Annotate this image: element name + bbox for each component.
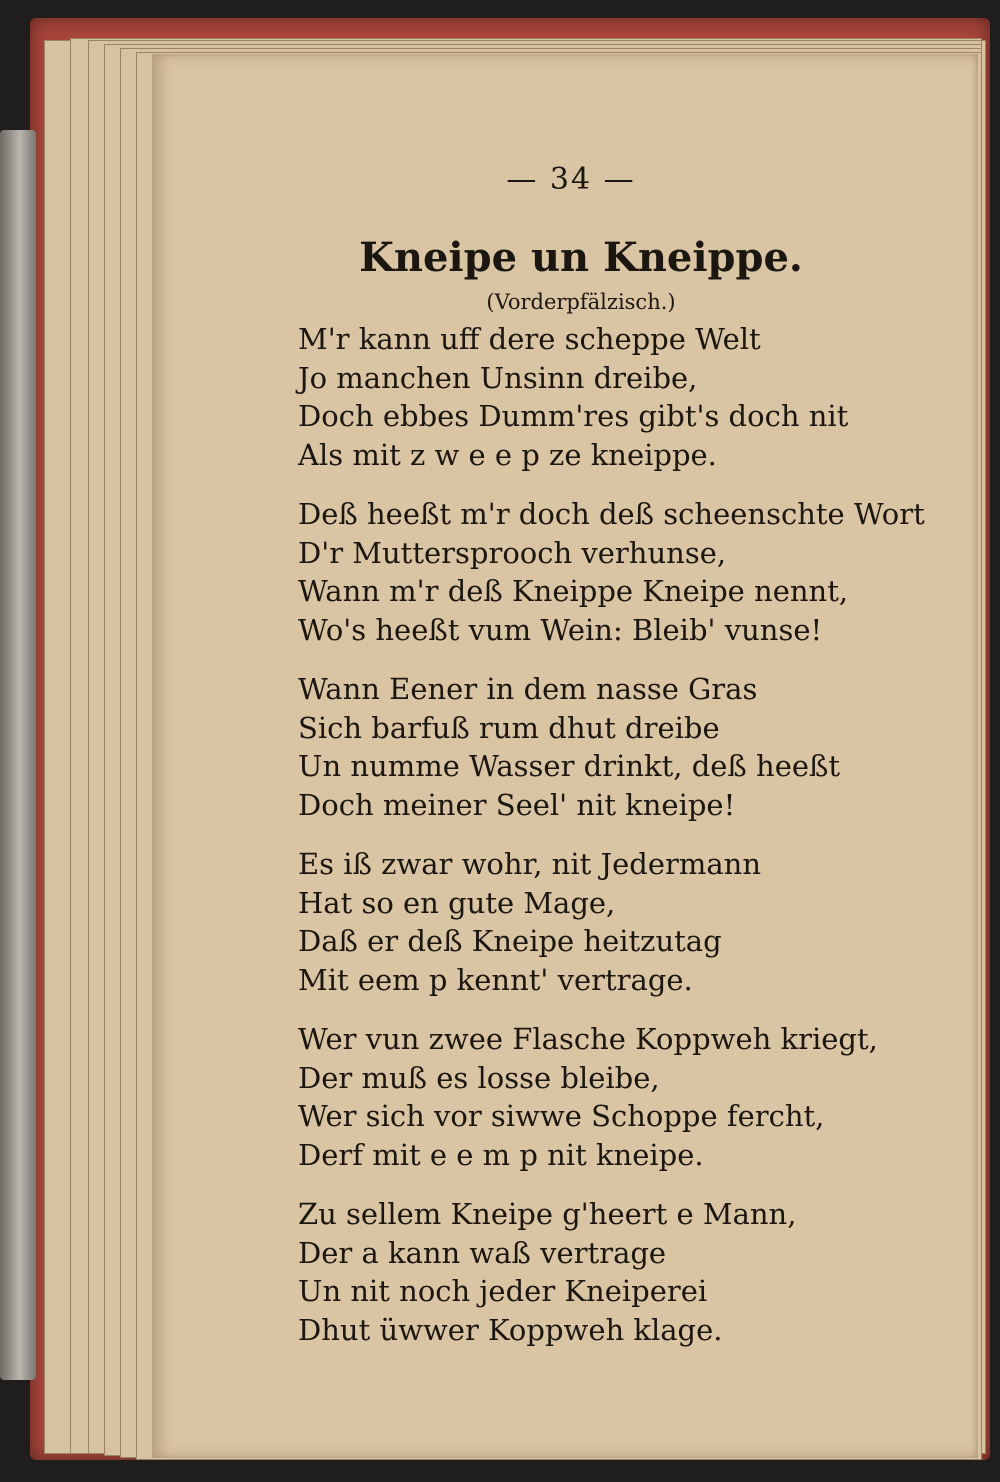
poem-line: Der muß es losse bleibe,: [298, 1060, 660, 1095]
book-page: [152, 54, 978, 1458]
poem-line: M'r kann uff dere scheppe Welt: [298, 322, 761, 356]
stanza: [298, 320, 938, 474]
poem-line: Un numme Wasser drinkt, deß heeßt: [298, 749, 841, 783]
poem-line: Wann Eener in dem nasse Gras: [298, 672, 758, 706]
poem-line: Als mit z w e e p ze kneippe.: [298, 437, 717, 472]
book-spine: [0, 130, 36, 1380]
stanza: [298, 1195, 938, 1349]
poem-line: Derf mit e e m p nit kneipe.: [298, 1137, 704, 1172]
poem-line: Doch meiner Seel' nit kneipe!: [298, 787, 736, 822]
poem-line: Daß er deß Kneipe heitzutag: [298, 924, 722, 958]
poem-subtitle: (Vorderpfälzisch.): [486, 290, 676, 314]
poem-line: D'r Muttersprooch verhunse,: [298, 535, 727, 570]
stanza: [298, 495, 938, 649]
poem-line: Un nit noch jeder Kneiperei: [298, 1274, 708, 1308]
poem-line: Es iß zwar wohr, nit Jedermann: [298, 847, 762, 881]
poem-line: Hat so en gute Mage,: [298, 885, 616, 920]
stanza: [298, 1020, 938, 1174]
poem-line: Deß heeßt m'r doch deß scheenschte Wort: [298, 497, 925, 531]
poem-line: Zu sellem Kneipe g'heert e Mann,: [298, 1197, 797, 1231]
poem-title: Kneipe un Kneippe.: [359, 234, 803, 281]
poem-body: [298, 320, 938, 1370]
stanza: [298, 670, 938, 824]
poem-line: Jo manchen Unsinn dreibe,: [298, 360, 698, 395]
poem-line: Wo's heeßt vum Wein: Bleib' vunse!: [298, 612, 823, 647]
poem-line: Wann m'r deß Kneippe Kneipe nennt,: [298, 574, 849, 608]
stanza: [298, 845, 938, 999]
poem-line: Dhut üwwer Koppweh klage.: [298, 1312, 723, 1347]
poem-line: Wer vun zwee Flasche Koppweh kriegt,: [298, 1022, 878, 1056]
poem-line: Sich barfuß rum dhut dreibe: [298, 710, 720, 745]
poem-line: Wer sich vor siwwe Schoppe fercht,: [298, 1099, 825, 1133]
poem-line: Mit eem p kennt' vertrage.: [298, 962, 693, 997]
poem-line: Doch ebbes Dumm'res gibt's doch nit: [298, 399, 849, 433]
page-number: — 34 —: [506, 162, 636, 197]
poem-line: Der a kann waß vertrage: [298, 1235, 667, 1270]
